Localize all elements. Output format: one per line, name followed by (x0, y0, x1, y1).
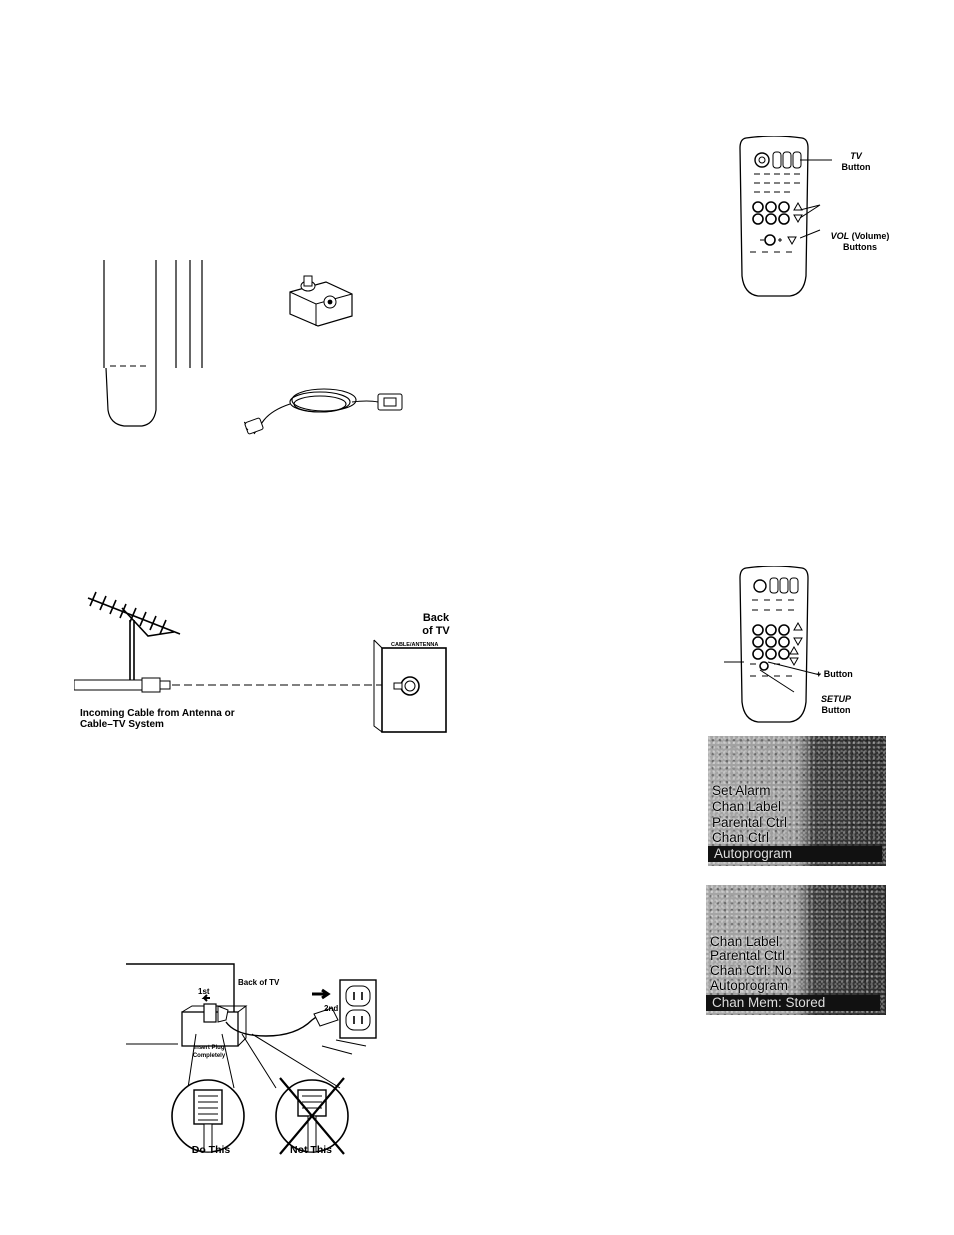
menu-item-chan-ctrl: Chan Ctrl (712, 830, 770, 845)
insert-plug-label: Insert Plug Completely (192, 1045, 226, 1059)
not-this-label: Not This (290, 1144, 332, 1156)
menu-item-parental-ctrl: Parental Ctrl (712, 815, 788, 830)
menu-item-parental-ctrl: Parental Ctrl (710, 948, 786, 963)
do-this-label: Do This (191, 1144, 231, 1156)
onscreen-menu-autoprogram (708, 736, 886, 866)
menu-item-chan-mem-selected: Chan Mem: Stored (706, 995, 880, 1011)
menu-item-chan-label: Chan Label (712, 799, 782, 814)
menu-item-chan-ctrl: Chan Ctrl: No (710, 963, 792, 978)
power-cord-illustration (244, 380, 410, 438)
tv-button-label: TV Button (841, 151, 871, 172)
plus-button-label: + Button (816, 669, 853, 679)
menu-item-autoprogram-selected: Autoprogram (708, 846, 882, 862)
step-2nd-label: 2nd (324, 1004, 339, 1013)
cable-antenna-jack-label: CABLE/ANTENNA (391, 642, 439, 648)
menu-item-chan-label: Chan Label (710, 934, 780, 949)
power-connection-diagram (126, 962, 382, 1158)
onscreen-menu-chan-mem (706, 885, 886, 1015)
back-of-tv-label: Back of TV (422, 612, 450, 637)
vol-buttons-label: VOL (Volume) Buttons (830, 231, 890, 252)
remote-setup-illustration (738, 566, 810, 726)
setup-button-label: SETUP Button (820, 694, 851, 715)
menu-item-autoprogram: Autoprogram (710, 978, 789, 993)
step-1st-label: 1st (198, 987, 210, 996)
setup-callout-lines (724, 660, 824, 700)
back-of-tv-power-label: Back of TV (238, 978, 280, 987)
supplied-remote-partial-illustration (98, 260, 208, 430)
antenna-adapter-illustration (282, 272, 362, 330)
menu-item-set-alarm: Set Alarm (712, 783, 771, 798)
incoming-cable-label: Incoming Cable from Antenna or Cable–TV System (80, 708, 235, 730)
